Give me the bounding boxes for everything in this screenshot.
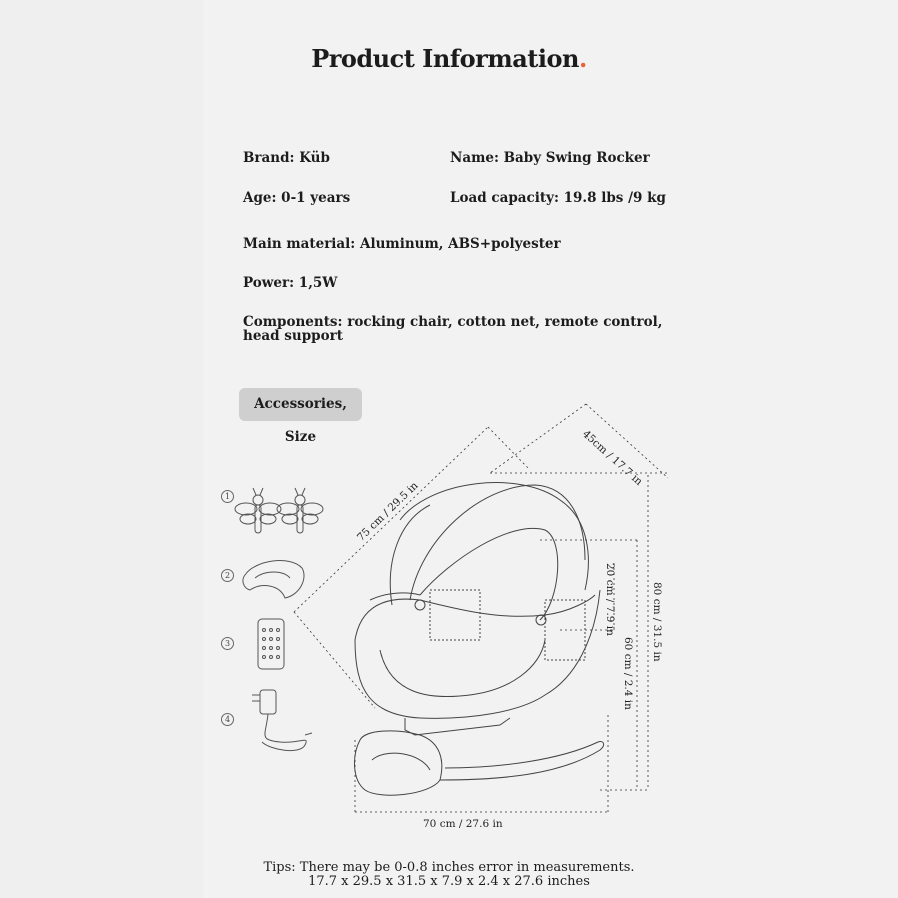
dragonfly-toys-icon bbox=[235, 488, 323, 533]
page-title: Product Information. bbox=[311, 44, 587, 73]
power-adapter-icon bbox=[252, 690, 312, 751]
components-text: Components: rocking chair, cotton net, remote control, head support bbox=[243, 314, 663, 344]
accessory-marker-1: 1 bbox=[221, 490, 234, 503]
load-capacity-text: Load capacity: 19.8 lbs /9 kg bbox=[450, 190, 666, 206]
brand-text: Brand: Küb bbox=[243, 150, 330, 166]
width-dimension-label: 70 cm / 27.6 in bbox=[423, 818, 503, 830]
age-text: Age: 0-1 years bbox=[243, 190, 351, 206]
accessory-marker-2: 2 bbox=[221, 569, 234, 582]
material-text: Main material: Aluminum, ABS+polyester bbox=[243, 236, 561, 252]
accessory-marker-4: 4 bbox=[221, 713, 234, 726]
length-dimension-line bbox=[294, 427, 488, 612]
swing-rocker-drawing bbox=[355, 483, 604, 796]
title-accent-dot: . bbox=[578, 44, 587, 73]
tips-line-2: 17.7 x 29.5 x 31.5 x 7.9 x 2.4 x 27.6 inches bbox=[308, 874, 590, 889]
tips-line-1: Tips: There may be 0-0.8 inches error in measurements. bbox=[263, 860, 635, 875]
remote-control-icon bbox=[258, 619, 284, 669]
product-name-text: Name: Baby Swing Rocker bbox=[450, 150, 650, 166]
head-support-pillow-icon bbox=[243, 561, 304, 598]
power-text: Power: 1,5W bbox=[243, 275, 338, 291]
length-dimension-label: 75 cm / 29.5 in bbox=[355, 479, 421, 544]
canopy-dimension-label: 20 cm / 7.9 in bbox=[604, 563, 616, 636]
seat-height-dimension-label: 60 cm / 2.4 in bbox=[622, 637, 634, 710]
depth-dimension-label: 45cm / 17.7 in bbox=[579, 428, 645, 488]
total-height-dimension-label: 80 cm / 31.5 in bbox=[651, 582, 663, 662]
accessories-size-badge: Accessories, Size bbox=[239, 388, 362, 421]
accessory-marker-3: 3 bbox=[221, 637, 234, 650]
measurement-tips bbox=[0, 861, 898, 889]
